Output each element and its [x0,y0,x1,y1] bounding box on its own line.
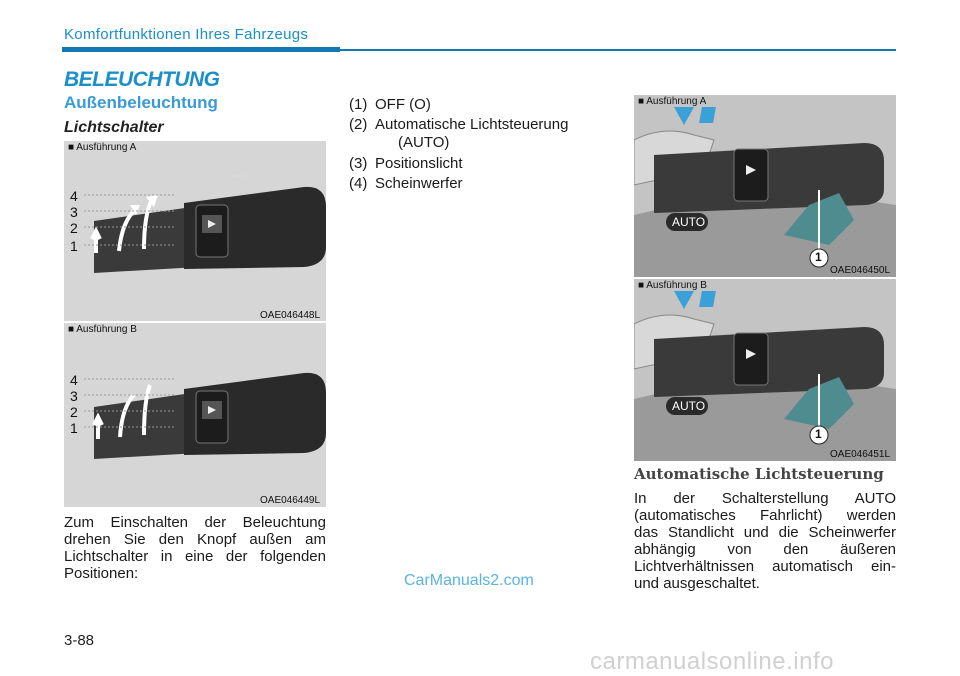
page-number: 3-88 [64,632,95,649]
body-line: Zum Einschalten der Beleuchtung [64,514,326,531]
list-number: (4) [349,175,368,192]
body-line: Lichtverhältnissen automatisch ein- [634,558,896,575]
callout-number: 1 [815,427,822,441]
header-bar [62,47,340,52]
watermark-link[interactable]: CarManuals2.com [404,572,534,589]
body-line: In der Schalterstellung AUTO [634,490,896,507]
body-line: drehen Sie den Knopf außen am [64,531,326,548]
figure-caption: ■ Ausführung B [68,324,137,335]
subsubsection-title: Lichtschalter [64,119,164,136]
section-title: BELEUCHTUNG [64,68,220,91]
callout-number: 1 [815,250,822,264]
auto-switch-illustration [634,95,896,277]
body-line: (automatisches Fahrlicht) werden [634,507,896,524]
auto-label: AUTO [672,399,706,413]
position-label-4: 4 [70,372,78,388]
list-text: Scheinwerfer [375,175,463,192]
figure-caption: ■ Ausführung A [68,142,137,153]
chapter-header: Komfortfunktionen Ihres Fahrzeugs [64,26,309,43]
bottom-watermark: carmanualsonline.info [590,648,834,675]
body-line: Lichtschalter in eine der folgenden [64,548,326,565]
auto-switch-illustration [634,279,896,461]
position-label-3: 3 [70,388,78,404]
subsection-title: Außenbeleuchtung [64,93,218,112]
position-label-1: 1 [70,238,78,254]
list-text: OFF (O) [375,96,431,113]
figure-switch-version-b [64,323,326,507]
figure-auto-version-b [634,279,896,461]
position-label-4: 4 [70,188,78,204]
list-number: (3) [349,155,368,172]
figure-code: OAE046449L [260,495,321,506]
list-number: (1) [349,96,368,113]
list-number: (2) [349,116,368,133]
list-text: Automatische Lichtsteuerung [375,116,569,133]
figure-caption: ■ Ausführung A [638,96,707,107]
figure-switch-version-a [64,141,326,321]
body-line: das Standlicht und die Scheinwerfer [634,524,896,541]
light-switch-illustration [64,323,326,507]
figure-code: OAE046451L [830,449,891,460]
position-label-2: 2 [70,220,78,236]
svg-text:⇦⇨: ⇦⇨ [230,172,246,182]
list-text: (AUTO) [398,134,450,151]
header-rule [340,49,896,51]
position-label-3: 3 [70,204,78,220]
list-text: Positionslicht [375,155,463,172]
figure-auto-version-a [634,95,896,277]
body-line: abhängig von den äußeren [634,541,896,558]
body-line: und ausgeschaltet. [634,575,760,592]
figure-code: OAE046448L [260,310,321,321]
body-line: Positionen: [64,565,139,582]
position-label-1: 1 [70,420,78,436]
light-switch-illustration [64,141,326,321]
figure-code: OAE046450L [830,265,891,276]
position-label-2: 2 [70,404,78,420]
auto-label: AUTO [672,215,706,229]
auto-section-title: Automatische Lichtsteuerung [634,465,884,483]
figure-caption: ■ Ausführung B [638,280,707,291]
